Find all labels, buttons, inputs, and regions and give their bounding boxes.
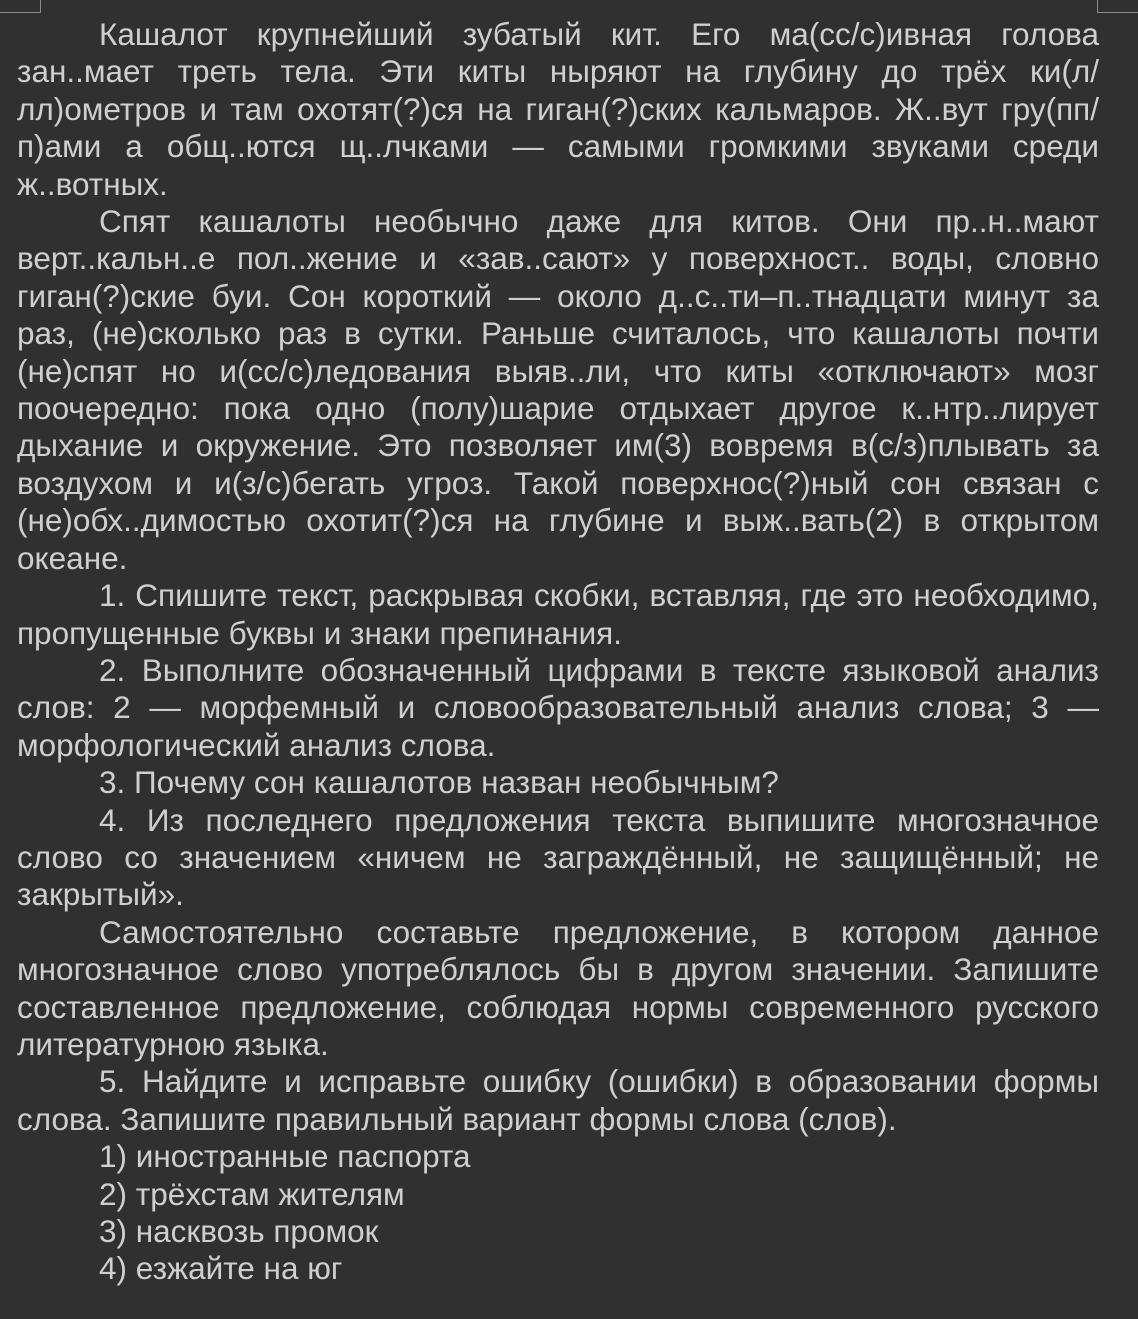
text-paragraph-sperm-whale-sleep: Спят кашалоты необычно даже для китов. Они пр..н..мают верт..кальн..е пол..жение и «зав..сают» у поверхност.. воды, словно гиган(?)ские буи. Сон короткий — около д..с..ти–п..тнадцати минут за раз, (не)сколько раз в сутки. Раньше считалось, что кашалоты почти (не)спят но и(сс/с)ледования выяв..ли, что киты «отключают» мозг поочередно: пока одно (полу)шарие отдыхает другое к..нтр..лирует дыхание и окружение. Это позволяет им(3) вовремя в(с/з)плывать за воздухом и и(з/с)бегать угроз. Такой поверхнос(?)ный сон связан с (не)обх..димостью охотит(?)ся на глубине и выж..вать(2) в открытом океане. — [17, 203, 1099, 576]
task-1: 1. Спишите текст, раскрывая скобки, вставляя, где это необходимо, пропущенные буквы и знаки препинания. — [17, 577, 1099, 651]
task-5-option-4: 4) езжайте на юг — [99, 1250, 343, 1287]
task-5-option-2: 2) трёхстам жителям — [99, 1175, 405, 1212]
task-4-continuation: Самостоятельно составьте предложение, в котором данное многозначное слово употреблялось бы в другом значении. Запишите составленное предложение, соблюдая нормы современного русского литературною языка. — [17, 913, 1099, 1062]
task-5: 5. Найдите и исправьте ошибку (ошибки) в образовании формы слова. Запишите правильный вариант формы слова (слов). — [17, 1063, 1099, 1137]
task-4: 4. Из последнего предложения текста выпишите многозначное слово со значением «ничем не заграждённый, не защищённый; не закрытый». — [17, 801, 1099, 913]
task-5-option-3: 3) насквозь промок — [99, 1213, 379, 1249]
corner-crop-mark-left — [0, 0, 41, 13]
text-paragraph-sperm-whale-intro: Кашалот крупнейший зубатый кит. Его ма(сс/с)ивная голова зан..мает треть тела. Эти киты ныряют на глубину до трёх ки(л/лл)ометров и там охотят(?)ся на гиган(?)ских кальмаров. Ж..вут гру(пп/п)ами а общ..ются щ..лчками — самыми громкими звуками среди ж..вотных. — [17, 16, 1099, 202]
task-5-option-1: 1) иностранные паспорта — [99, 1138, 471, 1175]
task-3: 3. Почему сон кашалотов назван необычным? — [99, 764, 779, 801]
corner-crop-mark-right — [1097, 0, 1138, 13]
document-page — [17, 16, 1099, 1288]
task-2: 2. Выполните обозначенный цифрами в тексте языковой анализ слов: 2 — морфемный и словообразовательный анализ слова; 3 — морфологический анализ слова. — [17, 651, 1099, 763]
